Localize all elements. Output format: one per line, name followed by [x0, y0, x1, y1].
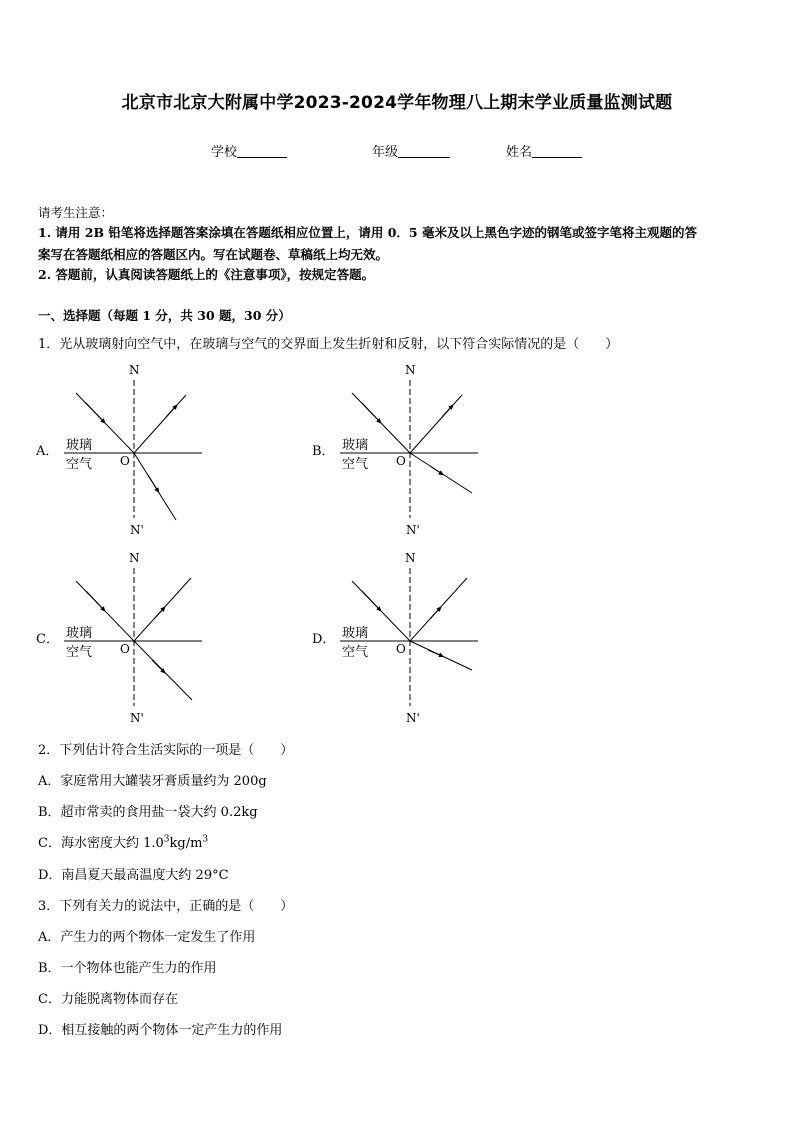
option-a-label: A．: [36, 444, 59, 459]
label-n: N: [129, 551, 140, 565]
reflected-arrow: [154, 608, 164, 619]
label-glass: 玻璃: [342, 438, 369, 453]
reflected-arrow: [166, 406, 176, 417]
name-blank[interactable]: [532, 143, 582, 158]
q2-option-c-unit: kg/m: [169, 836, 203, 851]
label-n-prime: N': [406, 523, 420, 537]
label-o: O: [120, 454, 130, 468]
label-air: 空气: [66, 457, 93, 472]
refracted-arrow: [148, 475, 158, 491]
label-air: 空气: [342, 457, 369, 472]
page-title: 北京市北京大附属中学2023-2024学年物理八上期末学业质量监测试题: [121, 93, 673, 113]
label-o: O: [120, 642, 130, 656]
incident-arrow: [86, 403, 104, 422]
label-n-prime: N': [130, 523, 144, 537]
grade-label: 年级: [372, 145, 399, 160]
q1-option-d[interactable]: [312, 548, 492, 728]
q2-option-a[interactable]: A．家庭常用大罐装牙膏质量约为 200g: [38, 774, 267, 789]
q3-option-d[interactable]: D．相互接触的两个物体一定产生力的作用: [38, 1023, 283, 1038]
grade-field[interactable]: [372, 141, 450, 160]
q3-option-c[interactable]: C．力能脱离物体而存在: [38, 992, 178, 1007]
grade-blank[interactable]: [398, 143, 450, 158]
label-n-prime: N': [130, 711, 144, 725]
option-c-label: C．: [36, 632, 59, 647]
q3-option-a[interactable]: A．产生力的两个物体一定发生了作用: [38, 930, 256, 945]
section-heading: 一、选择题（每题 1 分，共 30 题，30 分）: [38, 308, 291, 323]
label-n: N: [405, 363, 416, 377]
label-air: 空气: [66, 645, 93, 660]
name-label: 姓名: [506, 145, 533, 160]
diagram-c: [36, 548, 216, 728]
notice-item1-line2: 案写在答题纸相应的答题区内。写在试题卷、草稿纸上均无效。: [38, 247, 389, 262]
label-glass: 玻璃: [66, 438, 93, 453]
q1-option-c[interactable]: [36, 548, 216, 728]
refracted-arrow: [428, 650, 442, 656]
label-n: N: [405, 551, 416, 565]
q1-option-b[interactable]: [312, 360, 492, 540]
reflected-ray: [134, 395, 186, 453]
q2-stem: 2．下列估计符合生活实际的一项是（ ）: [38, 743, 294, 758]
refracted-arrow: [152, 660, 164, 672]
q2-option-c[interactable]: [38, 832, 208, 851]
option-d-label: D．: [312, 632, 336, 647]
label-air: 空气: [342, 645, 369, 660]
label-n: N: [129, 363, 140, 377]
school-label: 学校: [211, 145, 238, 160]
q1-stem: 1．光从玻璃射向空气中，在玻璃与空气的交界面上发生折射和反射，以下符合实际情况的是（ ）: [38, 337, 619, 352]
label-glass: 玻璃: [342, 626, 369, 641]
school-blank[interactable]: [237, 143, 287, 158]
q3-option-b[interactable]: B．一个物体也能产生力的作用: [38, 961, 217, 976]
notice-item2: 2. 答题前，认真阅读答题纸上的《注意事项》，按规定答题。: [38, 267, 375, 282]
label-o: O: [396, 454, 406, 468]
q1-option-a[interactable]: [36, 360, 216, 540]
reflected-arrow: [442, 406, 452, 417]
notice-item1-line1: 1. 请用 2B 铅笔将选择题答案涂填在答题纸相应位置上，请用 0．5 毫米及以上黑色字迹的钢笔或签字笔将主观题的答: [38, 225, 697, 240]
diagram-b: [312, 360, 492, 540]
q2-option-c-unit-exp: 3: [202, 834, 209, 845]
label-o: O: [396, 642, 406, 656]
reflected-arrow: [430, 608, 440, 619]
diagram-a: [36, 360, 216, 540]
q2-option-b[interactable]: B．超市常卖的食用盐一袋大约 0.2kg: [38, 805, 258, 820]
q2-option-d[interactable]: D．南昌夏天最高温度大约 29°C: [38, 868, 229, 883]
option-b-label: B．: [312, 444, 335, 459]
incident-arrow: [362, 591, 380, 610]
notice-heading: 请考生注意：: [38, 205, 114, 220]
label-n-prime: N': [406, 711, 420, 725]
q2-option-c-prefix: C．海水密度大约 1.0: [38, 836, 164, 851]
diagram-d: [312, 548, 492, 728]
school-field[interactable]: [211, 141, 287, 160]
refracted-arrow: [430, 466, 442, 474]
incident-arrow: [362, 403, 380, 422]
label-glass: 玻璃: [66, 626, 93, 641]
q2-option-c-exp: 3: [163, 834, 170, 845]
name-field[interactable]: [506, 141, 582, 160]
q3-stem: 3．下列有关力的说法中，正确的是（ ）: [38, 899, 294, 914]
incident-arrow: [86, 591, 104, 610]
reflected-ray: [410, 395, 462, 453]
